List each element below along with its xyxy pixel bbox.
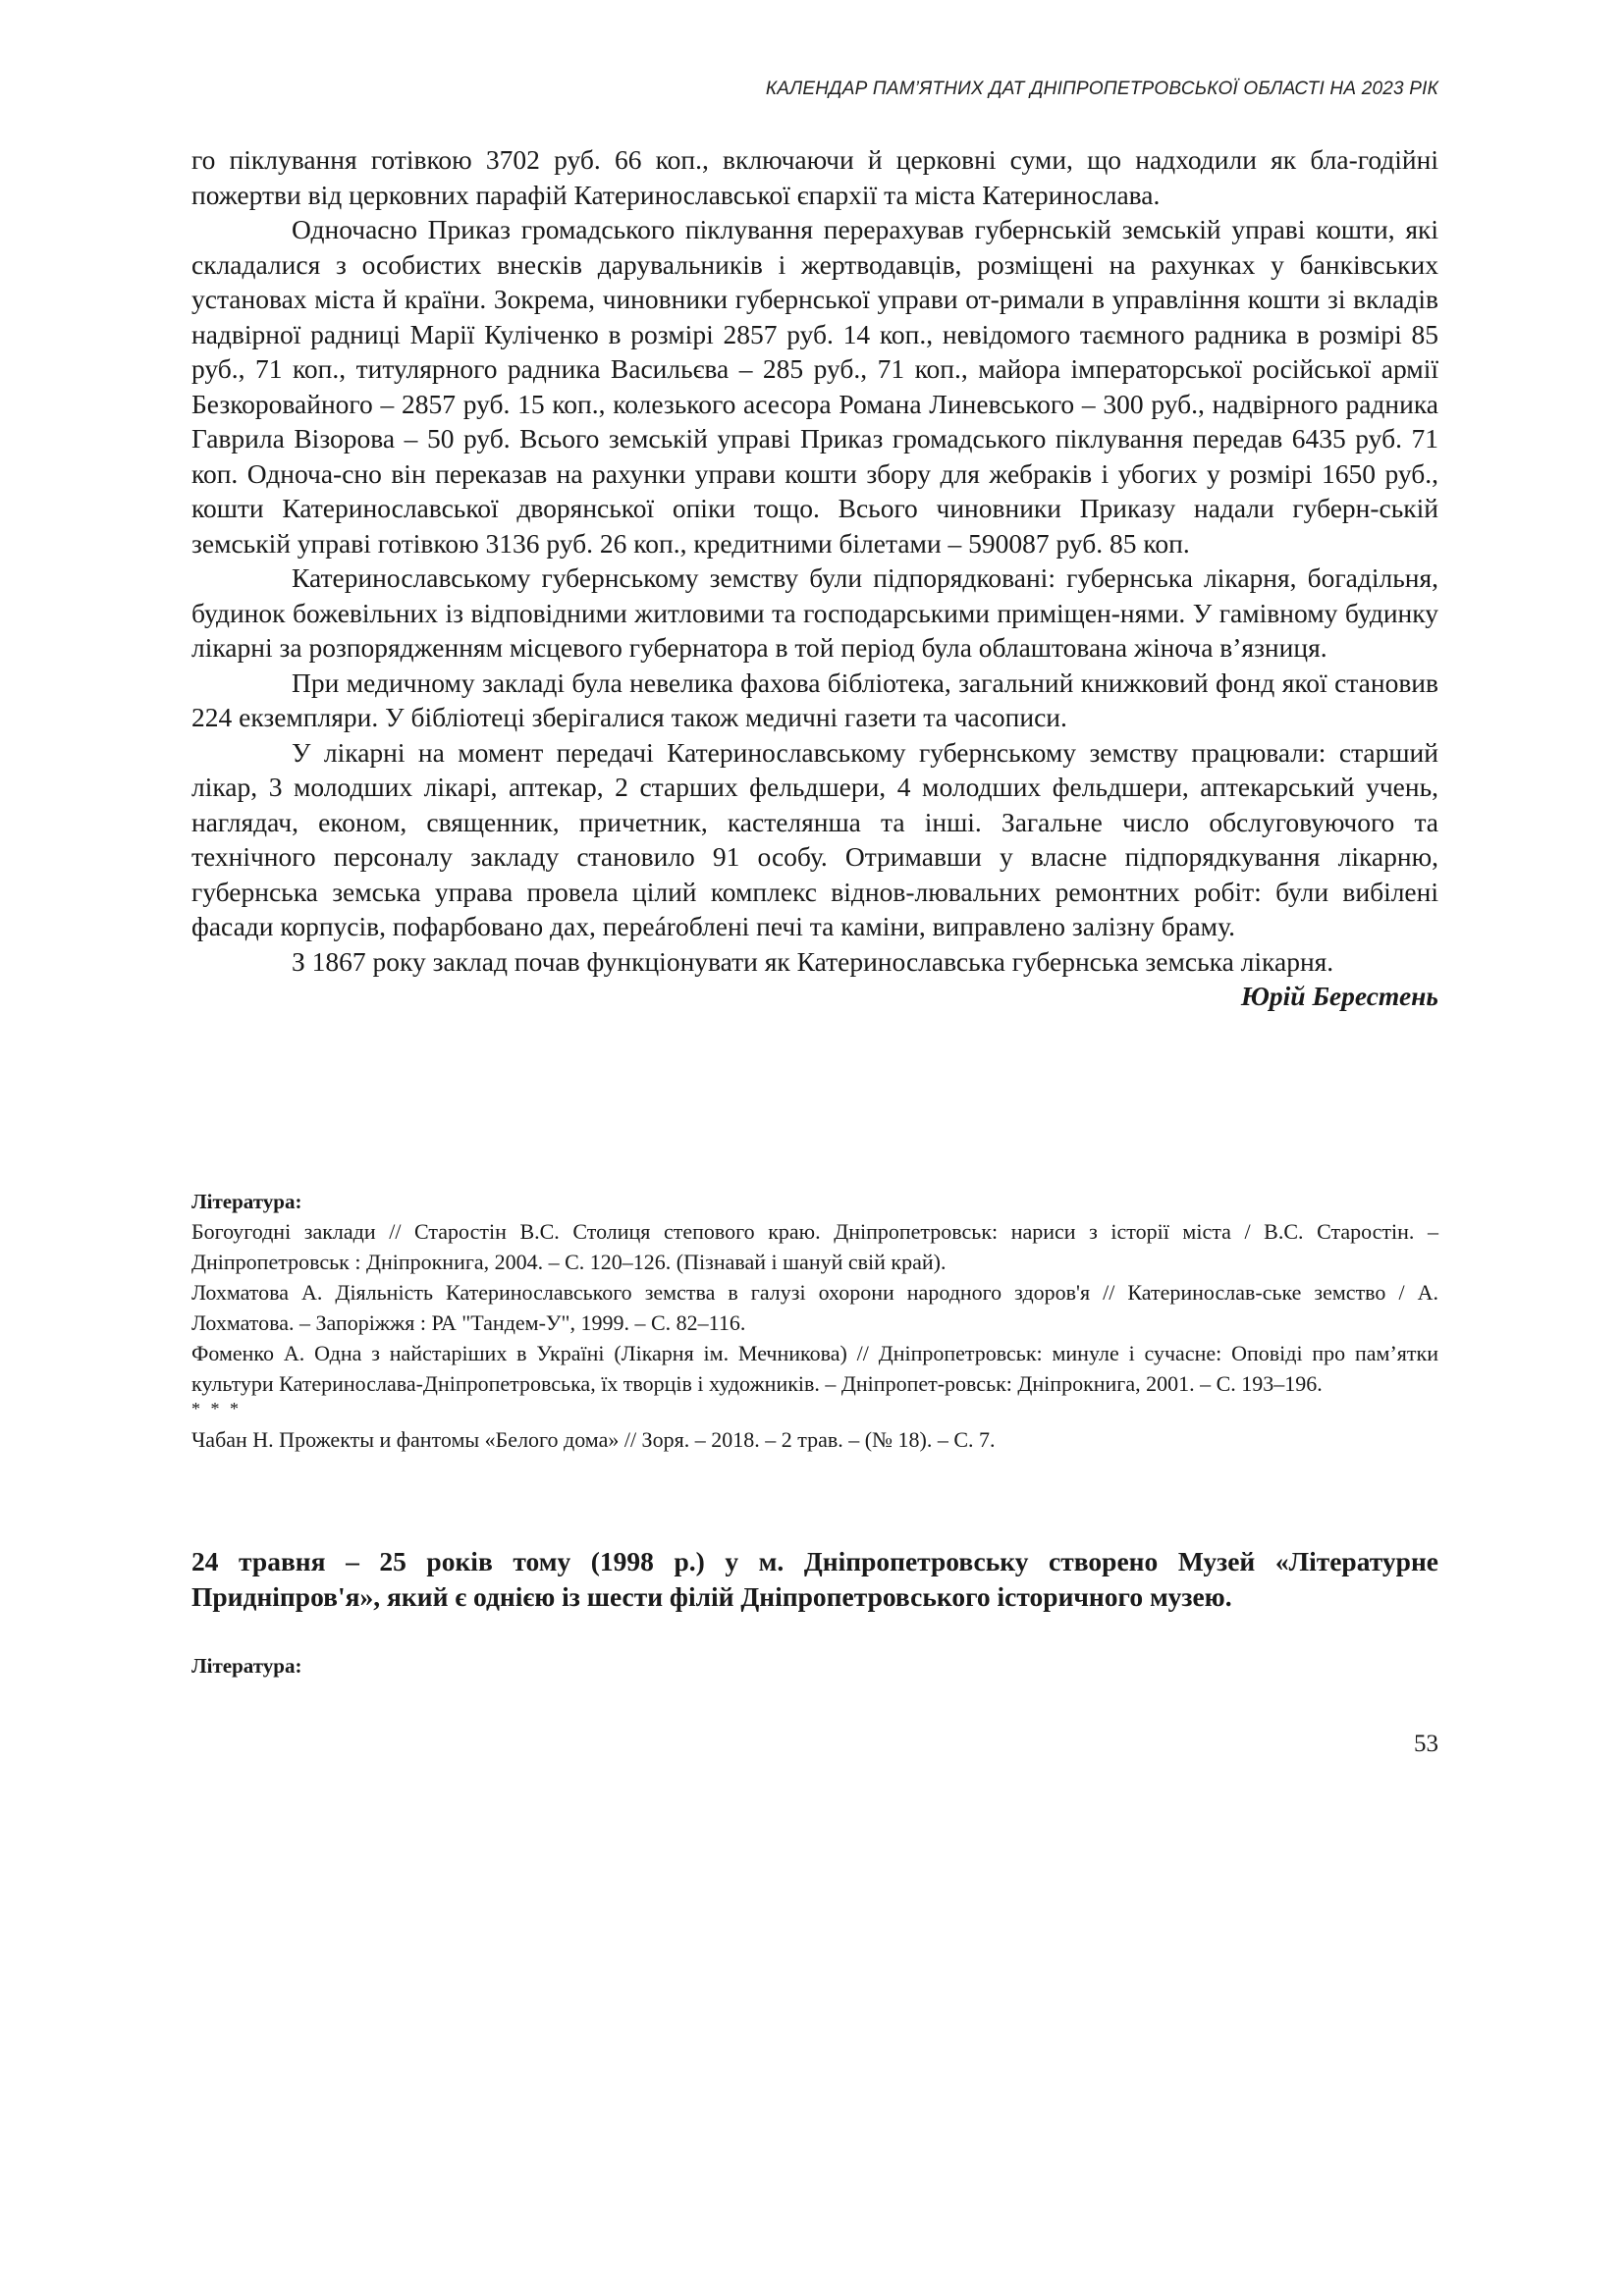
literature-entry: Фоменко А. Одна з найстаріших в Україні (Лікарня ім. Мечникова) // Дніпропетровськ: минуле і сучасне: Оповіді про пам’ятки культури Катеринослава-Дніпропетровська, їх творців і художників. – Дніпропет-ровськ: Дніпрокнига, 2001. – С. 193–196. [191,1341,1438,1396]
event-section [191,1544,1438,1615]
paragraph: Одночасно Приказ громадського піклування перерахував губернській земській управі кошти, які складалися з особистих внесків дарувальників і жертводавців, розміщені на рахунках у банківських установах міста й країни. Зокрема, чиновники губернської управи от-римали в управління кошти зі вкладів надвірної радниці Марії Куліченко в розмірі 2857 руб. 14 коп., невідомого таємного радника в розмірі 85 руб., 71 коп., титулярного радника Васильєва – 285 руб., 71 коп., майора імператорської російської армії Безкоровайного – 2857 руб. 15 коп., колезького асесора Романа Линевського – 300 руб., надвірного радника Гаврила Візорова – 50 руб. Всього земській управі Приказ громадського піклування передав 6435 руб. 71 коп. Одноча-сно він переказав на рахунки управи кошти збору для жебраків і убогих у розмірі 1650 руб., кошти Катеринославської дворянської опіки тощо. Всього чиновники Приказу надали губерн-ській земській управі готівкою 3136 руб. 26 коп., кредитними білетами – 590087 руб. 85 коп. [191,214,1438,559]
author-signature: Юрій Берестень [1240,981,1438,1011]
literature-heading: Література: [191,1190,302,1213]
event-literature-heading: Література: [191,1654,302,1678]
article-body [191,142,1438,1014]
literature-entry: Чабан Н. Прожекты и фантомы «Белого дома» // Зоря. – 2018. – 2 трав. – (№ 18). – С. 7. [191,1427,996,1452]
event-heading: 24 травня – 25 років тому (1998 р.) у м. Дніпропетровську створено Музей «Літературне Придніпров'я», який є однією із шести філій Дніпропетровського історичного музею. [191,1546,1438,1612]
paragraph: Катеринославському губернському земству були підпорядковані: губернська лікарня, богадільня, будинок божевільних із відповідними житловими та господарськими приміщен-нями. У гамівному будинку лікарні за розпорядженням місцевого губернатора в той період була облаштована жіноча в’язниця. [191,562,1438,663]
paragraph: З 1867 року заклад почав функціонувати як Катеринославська губернська земська лікарня. [292,945,1334,977]
paragraph: При медичному закладі була невелика фахова бібліотека, загальний книжковий фонд якої становив 224 екземпляри. У бібліотеці зберігалися також медичні газети та часописи. [191,667,1438,732]
paragraph: У лікарні на момент передачі Катеринославському губернському земству працювали: старший лікар, 3 молодших лікарі, аптекар, 2 старших фельдшери, 4 молодших фельдшери, аптекарський учень, наглядач, економ, священник, причетник, кастелянша та інші. Загальне число обслуговуючого та технічного персоналу закладу становило 91 особу. Отримавши у власне підпорядкування лікарню, губернська земська управа провела цілий комплекс віднов-лювальних ремонтних робіт: були вибілені фасади корпусів, пофарбовано дах, переároблені печі та каміни, виправлено залізну браму. [191,736,1438,941]
literature-entry: Богоугодні заклади // Старостін В.С. Столиця степового краю. Дніпропетровськ: нариси з історії міста / В.С. Старостін. – Дніпропетровськ : Дніпрокнига, 2004. – С. 120–126. (Пізнавай і шануй свій край). [191,1219,1438,1274]
page-number: 53 [1414,1731,1438,1757]
literature-separator: * * * [191,1399,242,1418]
running-header: КАЛЕНДАР ПАМ’ЯТНИХ ДАТ ДНІПРОПЕТРОВСЬКОЇ ОБЛАСТІ НА 2023 РІК [765,79,1438,99]
literature-section [191,1187,1438,1455]
literature-entry: Лохматова А. Діяльність Катеринославського земства в галузі охорони народного здоров'я // Катеринослав-ське земство / А. Лохматова. – Запоріжжя : РА "Тандем-У", 1999. – С. 82–116. [191,1280,1438,1335]
paragraph: го піклування готівкою 3702 руб. 66 коп., включаючи й церковні суми, що надходили як бла-годійні пожертви від церковних парафій Катеринославської єпархії та міста Катеринослава. [191,144,1438,210]
